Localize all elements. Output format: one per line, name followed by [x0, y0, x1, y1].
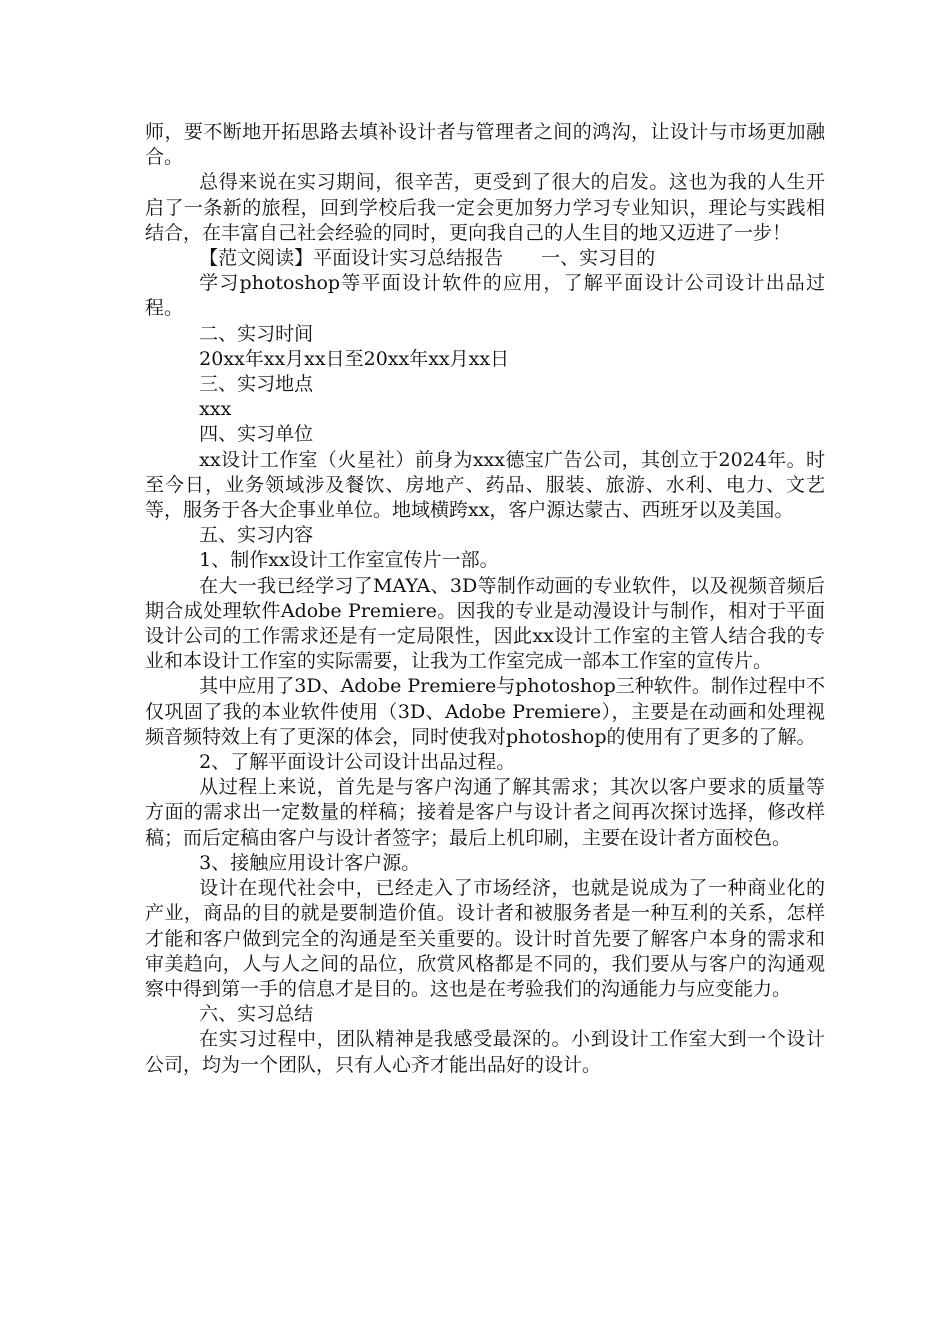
paragraph-1: 师，要不断地开拓思路去填补设计者与管理者之间的鸿沟，让设计与市场更加融合。	[145, 121, 825, 169]
document-body	[145, 120, 825, 1078]
paragraph-design-process: 从过程上来说，首先是与客户沟通了解其需求；其次以客户要求的质量等方面的需求出一定数量的样稿；接着是客户与设计者之间再次探讨选择，修改样稿；而后定稿由客户与设计者签字；最后上机印刷，主要在设计者方面校色。	[145, 776, 825, 849]
section-heading-unit: 四、实习单位	[199, 423, 314, 446]
paragraph-place: xxx	[199, 398, 232, 421]
section-heading-summary: 六、实习总结	[199, 1003, 314, 1026]
paragraph-software: 其中应用了3D、Adobe Premiere与photoshop三种软件。制作过程中不仅巩固了我的本业软件使用（3D、Adobe Premiere），主要是在动画和处理视频音频特效上有了更深的体会，同时使我对photoshop的使用有了更多的了解。	[145, 675, 825, 748]
subheading-promo-video: 1、制作xx设计工作室宣传片一部。	[199, 549, 499, 572]
section-heading-content: 五、实习内容	[199, 524, 314, 547]
paragraph-promo-video: 在大一我已经学习了MAYA、3D等制作动画的专业软件，以及视频音频后期合成处理软件Adobe Premiere。因我的专业是动漫设计与制作，相对于平面设计公司的工作需求还是有一定局限性，因此xx设计工作室的主管人结合我的专业和本设计工作室的实际需要，让我为工作室完成一部本工作室的宣传片。	[145, 574, 825, 673]
paragraph-time: 20xx年xx月xx日至20xx年xx月xx日	[199, 347, 510, 370]
paragraph-clients: 设计在现代社会中，已经走入了市场经济，也就是说成为了一种商业化的产业，商品的目的就是要制造价值。设计者和被服务者是一种互利的关系，怎样才能和客户做到完全的沟通是至关重要的。设计时首先要了解客户本身的需求和审美趋向，人与人之间的品位，欣赏风格都是不同的，我们要从与客户的沟通观察中得到第一手的信息才是目的。这也是在考验我们的沟通能力与应变能力。	[145, 877, 825, 1000]
subheading-design-process: 2、了解平面设计公司设计出品过程。	[199, 751, 516, 774]
paragraph-purpose: 学习photoshop等平面设计软件的应用，了解平面设计公司设计出品过程。	[145, 272, 825, 320]
section-heading-reading: 【范文阅读】平面设计实习总结报告 一、实习目的	[199, 247, 656, 270]
section-heading-time: 二、实习时间	[199, 322, 314, 345]
paragraph-2: 总得来说在实习期间，很辛苦，更受到了很大的启发。这也为我的人生开启了一条新的旅程，回到学校后我一定会更加努力学习专业知识，理论与实践相结合，在丰富自己社会经验的同时，更向我自己的人生目的地又迈进了一步！	[145, 171, 825, 244]
subheading-clients: 3、接触应用设计客户源。	[199, 851, 421, 874]
paragraph-unit: xx设计工作室（火星社）前身为xxx德宝广告公司，其创立于2024年。时至今日，业务领域涉及餐饮、房地产、药品、服装、旅游、水利、电力、文艺等，服务于各大企事业单位。地域横跨xx，客户源达蒙古、西班牙以及美国。	[145, 448, 825, 522]
paragraph-summary: 在实习过程中，团队精神是我感受最深的。小到设计工作室大到一个设计公司，均为一个团队，只有人心齐才能出品好的设计。	[145, 1028, 825, 1076]
section-heading-place: 三、实习地点	[199, 373, 314, 396]
